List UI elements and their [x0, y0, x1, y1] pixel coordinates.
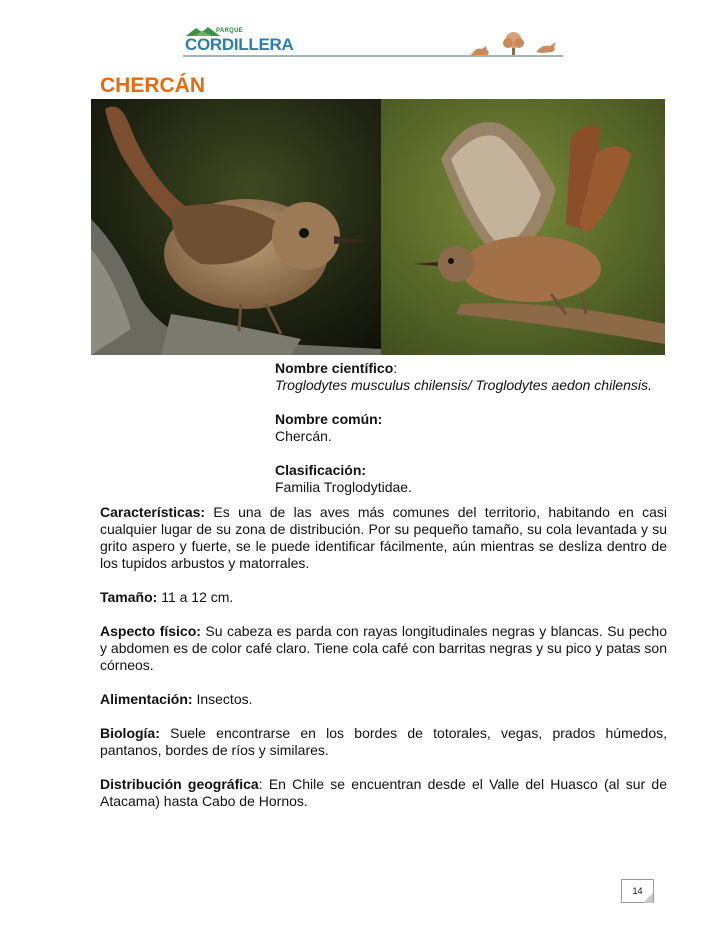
scientific-name-group [275, 360, 675, 394]
parque-cordillera-logo [183, 26, 294, 58]
classification-group [275, 462, 675, 496]
page-fold-corner [643, 893, 653, 903]
classification-value: Familia Troglodytidae. [275, 479, 412, 495]
section-label: Características: [100, 504, 206, 520]
section-label: Aspecto físico: [100, 623, 201, 639]
scientific-name-label: Nombre científico [275, 360, 394, 376]
section-alimentacion [100, 691, 667, 708]
page-number: 14 [621, 879, 654, 903]
section-text: Es una de las aves más comunes del territorio, habitando en casi cualquier lugar de su zona de distribución. Por su pequeño tamaño, su cola levantada y su grito aspero y fuerte, se le puede identificar fácilmente, aún mientras se desliza dentro de los tupidos arbustos y matorrales. [100, 504, 667, 571]
section-caracteristicas [100, 504, 667, 572]
common-name-value: Chercán. [275, 428, 332, 444]
section-distribucion [100, 776, 667, 810]
section-text: 11 a 12 cm. [157, 589, 234, 605]
chercan-photo-wings-spread [381, 99, 665, 355]
section-label: Biología: [100, 725, 160, 741]
section-text: Su cabeza es parda con rayas longitudinales negras y blancas. Su pecho y abdomen es de color café claro. Tiene cola café con barritas negras y su pico y patas son córneos. [100, 623, 668, 673]
scientific-name-colon: : [393, 360, 398, 376]
scientific-name-value: Troglodytes musculus chilensis/ Troglodytes aedon chilensis. [275, 377, 652, 393]
section-text: Insectos. [192, 691, 253, 707]
section-label: Tamaño: [100, 589, 158, 605]
chercan-photo-perched [91, 99, 381, 355]
common-name-group [275, 411, 675, 445]
species-info [275, 360, 675, 513]
section-label: Distribución geográfica [100, 776, 259, 792]
logo-big-text: CORDILLERA [185, 35, 294, 54]
logo-small-text: PARQUE [216, 28, 244, 34]
common-name-label: Nombre común: [275, 411, 383, 427]
section-aspecto-fisico [100, 623, 667, 674]
classification-label: Clasificación: [275, 462, 367, 478]
description-body [100, 504, 667, 827]
section-text: : En Chile se encuentran desde el Valle del Huasco (al sur de Atacama) hasta Cabo de Hornos. [100, 776, 668, 809]
section-biologia [100, 725, 667, 759]
page-title: CHERCÁN [100, 74, 205, 97]
wildlife-decoration-icon [468, 30, 564, 58]
section-tamano [100, 589, 667, 606]
section-text: Suele encontrarse en los bordes de totorales, vegas, prados húmedos, pantanos, bordes de ríos y similares. [100, 725, 667, 758]
section-label: Alimentación: [100, 691, 193, 707]
